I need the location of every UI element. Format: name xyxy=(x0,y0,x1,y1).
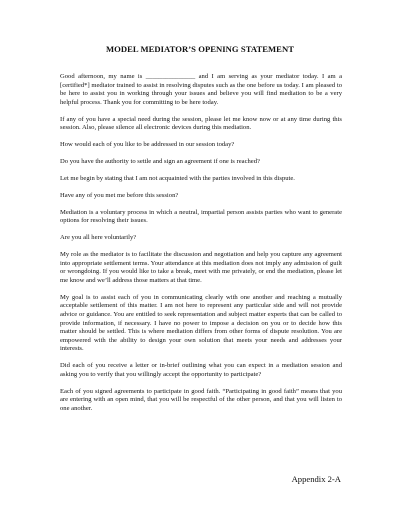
paragraph-voluntary-question: Are you all here voluntarily? xyxy=(60,234,137,242)
paragraph-authority-question: Do you have the authority to settle and sign an agreement if one is reached? xyxy=(60,158,260,166)
paragraph-good-faith: Each of you signed agreements to participate in good faith. “Participating in good faith” means that you are entering with an open mind, that you will be respectful of the other person, and that you will listen to one another. xyxy=(60,387,342,412)
paragraph-mediator-goal: My goal is to assist each of you in communicating clearly with one another and reaching a mutually acceptable settlement of this matter. I am not here to represent any particular side and will not provide advice or guidance. You are entitled to seek representation and subject matter experts that can be called to provide information, if necessary. I have no power to impose a decision on you or to decide how this matter should be settled. This is where mediation differs from other forms of dispute resolution. You are empowered with the ability to design your own solution that meets your needs and addresses your interests. xyxy=(60,293,342,353)
paragraph-greeting: Good afternoon, my name is _______________ and I am serving as your mediator today. I am a [certified*] mediator trained to assist in resolving disputes such as the one before us today. I am pleased to be here to assist you in working through your issues and believe you will find mediation to be a very helpful process. Thank you for committing to be here today. xyxy=(60,73,342,106)
paragraph-acquaintance-statement: Let me begin by stating that I am not acquainted with the parties involved in this dispute. xyxy=(60,174,295,182)
appendix-label: Appendix 2-A xyxy=(291,474,341,484)
paragraph-special-needs: If any of you have a special need during the session, please let me know now or at any time during this session. Also, please silence all electronic devices during this mediation. xyxy=(60,115,342,132)
paragraph-address-question: How would each of you like to be addressed in our session today? xyxy=(60,141,235,149)
paragraph-met-before-question: Have any of you met me before this session? xyxy=(60,191,179,199)
document-body xyxy=(60,73,342,422)
paragraph-mediation-definition: Mediation is a voluntary process in which a neutral, impartial person assists parties who want to generate options for resolving their issues. xyxy=(60,208,342,225)
paragraph-letter-question: Did each of you receive a letter or in-brief outlining what you can expect in a mediation session and asking you to verify that you willingly accept the opportunity to participate? xyxy=(60,362,342,378)
paragraph-mediator-role: My role as the mediator is to facilitate the discussion and negotiation and help you capture any agreement into appropriate settlement terms. Your attendance at this mediation does not imply any admission of guilt or wrongdoing. If you would like to take a break, meet with me privately, or end the mediation, please let me know and we’ll address those matters at that time. xyxy=(60,251,342,284)
page-title: MODEL MEDIATOR’S OPENING STATEMENT xyxy=(106,44,294,54)
